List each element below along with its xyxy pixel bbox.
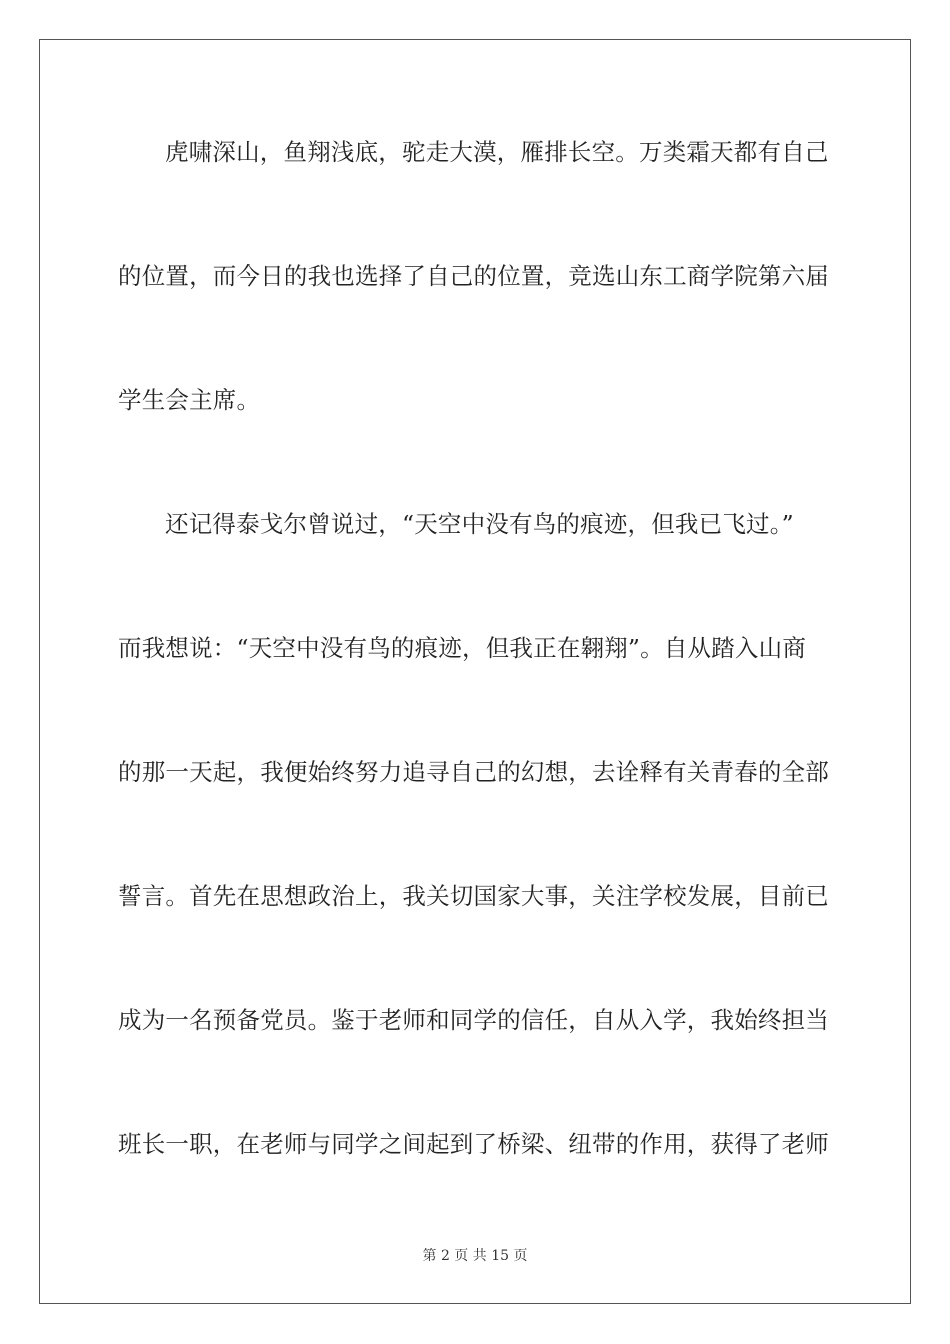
page-number-footer: 第 2 页 共 15 页 [422, 1248, 528, 1264]
paragraph-line-8: 成为一名预备党员。鉴于老师和同学的信任，自从入学，我始终担当 [118, 1006, 829, 1034]
paragraph-line-9: 班长一职，在老师与同学之间起到了桥梁、纽带的作用，获得了老师 [118, 1130, 829, 1158]
paragraph-line-4: 还记得泰戈尔曾说过，“天空中没有鸟的痕迹，但我已飞过。” [165, 510, 794, 538]
paragraph-line-6: 的那一天起，我便始终努力追寻自己的幻想，去诠释有关青春的全部 [118, 758, 829, 786]
paragraph-line-7: 誓言。首先在思想政治上，我关切国家大事，关注学校发展，目前已 [118, 882, 829, 910]
paragraph-line-2: 的位置，而今日的我也选择了自己的位置，竞选山东工商学院第六届 [118, 262, 829, 290]
paragraph-line-5: 而我想说：“天空中没有鸟的痕迹，但我正在翱翔”。自从踏入山商 [118, 634, 807, 662]
page-border [39, 39, 911, 1304]
paragraph-line-1: 虎啸深山，鱼翔浅底，驼走大漠，雁排长空。万类霜天都有自己 [165, 138, 829, 166]
paragraph-line-3: 学生会主席。 [118, 386, 261, 414]
